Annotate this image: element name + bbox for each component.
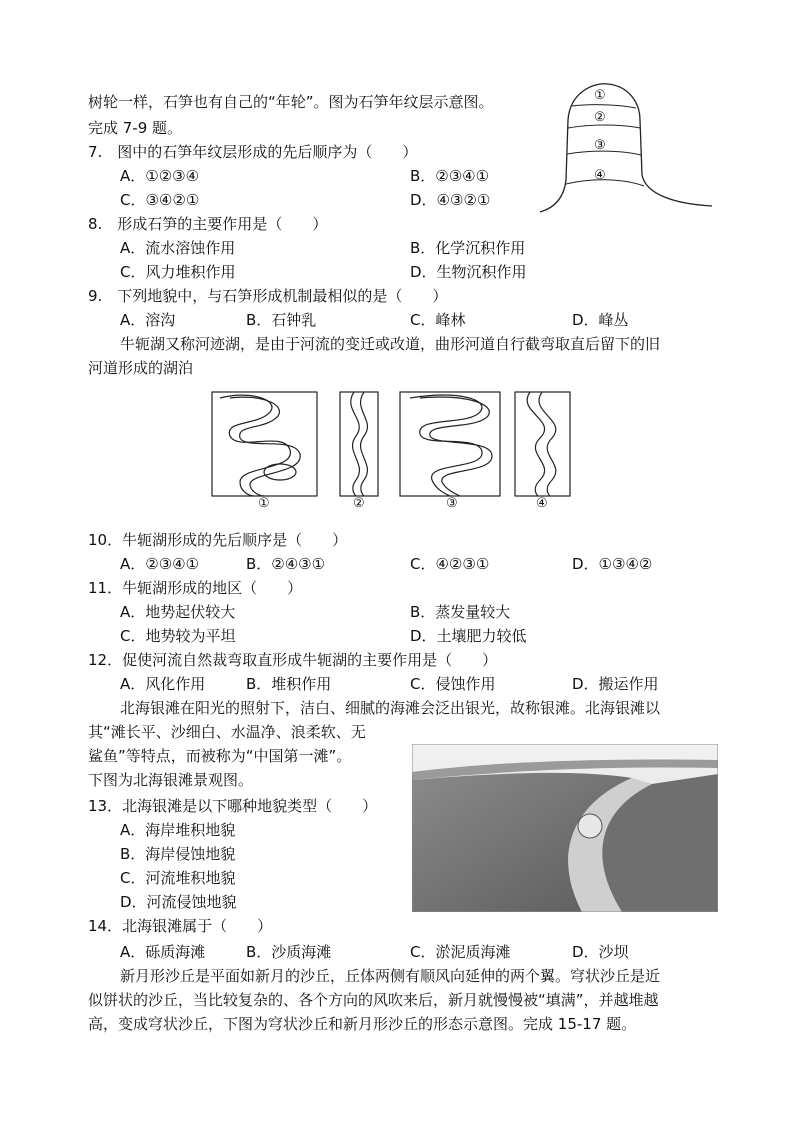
passage-2-line-2: 河道形成的湖泊 [88,359,194,377]
question-10-option-c: C．④②③① [410,555,490,573]
question-12-stem: 12．促使河流自然裁弯取直形成牛轭湖的主要作用是（ ） [88,651,498,669]
oxbow-lake-formation-diagram [210,390,580,518]
question-14-option-a: A．砾质海滩 [120,943,206,961]
question-12-option-c: C．侵蚀作用 [410,675,496,693]
passage-3-line-3: 鲨鱼”等特点，而被称为“中国第一滩”。 [88,747,352,765]
question-9-option-d: D．峰丛 [572,311,629,329]
question-7-option-a: A．①②③④ [120,167,200,185]
question-10-stem: 10．牛轭湖形成的先后顺序是（ ） [88,531,348,549]
question-9-option-b: B．石钟乳 [246,311,317,329]
layer-label-4: ④ [594,168,606,183]
passage-1-line-1: 树轮一样，石笋也有自己的“年轮”。图为石笋年纹层示意图。 [88,93,494,111]
layer-label-2: ② [594,110,606,125]
question-8-option-c: C．风力堆积作用 [120,263,236,281]
question-7-stem: 7. 图中的石笋年纹层形成的先后顺序为（ ） [88,143,418,161]
layer-label-3: ③ [594,138,606,153]
question-8-option-d: D．生物沉积作用 [410,263,527,281]
question-13-option-c: C．河流堆积地貌 [120,869,236,887]
passage-4-line-2: 似饼状的沙丘，当比较复杂的、各个方向的风吹来后，新月就慢慢被“填满”，并越堆越 [88,991,659,1009]
question-12-option-b: B．堆积作用 [246,675,332,693]
passage-1-line-2: 完成 7-9 题。 [88,119,183,137]
beihai-silver-beach-photo [412,744,718,912]
question-12-option-a: A．风化作用 [120,675,206,693]
passage-3-line-4: 下图为北海银滩景观图。 [88,771,254,789]
question-13-option-a: A．海岸堆积地貌 [120,821,236,839]
question-13-stem: 13．北海银滩是以下哪种地貌类型（ ） [88,797,378,815]
panel-label-2: ② [353,496,365,511]
question-8-option-b: B．化学沉积作用 [410,239,526,257]
question-13-option-d: D．河流侵蚀地貌 [120,893,237,911]
layer-label-1: ① [594,88,606,103]
question-8-option-a: A．流水溶蚀作用 [120,239,236,257]
passage-2-line-1: 牛轭湖又称河迹湖，是由于河流的变迁或改道，曲形河道自行截弯取直后留下的旧 [120,335,661,353]
question-9-option-a: A．溶沟 [120,311,176,329]
passage-3-line-1: 北海银滩在阳光的照射下，洁白、细腻的海滩会泛出银光，故称银滩。北海银滩以 [120,699,661,717]
stalagmite-layer-diagram [536,80,716,215]
question-9-option-c: C．峰林 [410,311,466,329]
question-11-stem: 11．牛轭湖形成的地区（ ） [88,579,303,597]
panel-label-1: ① [258,496,270,511]
question-10-option-a: A．②③④① [120,555,200,573]
question-10-option-b: B．②④③① [246,555,326,573]
question-11-option-c: C．地势较为平坦 [120,627,236,645]
question-7-option-b: B．②③④① [410,167,490,185]
question-14-option-b: B．沙质海滩 [246,943,332,961]
question-8-stem: 8. 形成石笋的主要作用是（ ） [88,215,328,233]
question-11-option-b: B．蒸发量较大 [410,603,511,621]
panel-label-4: ④ [536,496,548,511]
passage-4-line-1: 新月形沙丘是平面如新月的沙丘，丘体两侧有顺风向延伸的两个翼。穹状沙丘是近 [120,967,661,985]
passage-3-line-2: 其“滩长平、沙细白、水温净、浪柔软、无 [88,723,366,741]
question-14-option-c: C．淤泥质海滩 [410,943,511,961]
question-13-option-b: B．海岸侵蚀地貌 [120,845,236,863]
question-11-option-a: A．地势起伏较大 [120,603,236,621]
panel-label-3: ③ [446,496,458,511]
question-7-option-c: C．③④②① [120,191,200,209]
question-14-stem: 14．北海银滩属于（ ） [88,917,273,935]
question-11-option-d: D．土壤肥力较低 [410,627,527,645]
question-10-option-d: D．①③④② [572,555,653,573]
question-9-stem: 9. 下列地貌中，与石笋形成机制最相似的是（ ） [88,287,448,305]
passage-4-line-3: 高，变成穹状沙丘，下图为穹状沙丘和新月形沙丘的形态示意图。完成 15-17 题。 [88,1015,637,1033]
question-7-option-d: D．④③②① [410,191,491,209]
question-12-option-d: D．搬运作用 [572,675,659,693]
question-14-option-d: D．沙坝 [572,943,629,961]
